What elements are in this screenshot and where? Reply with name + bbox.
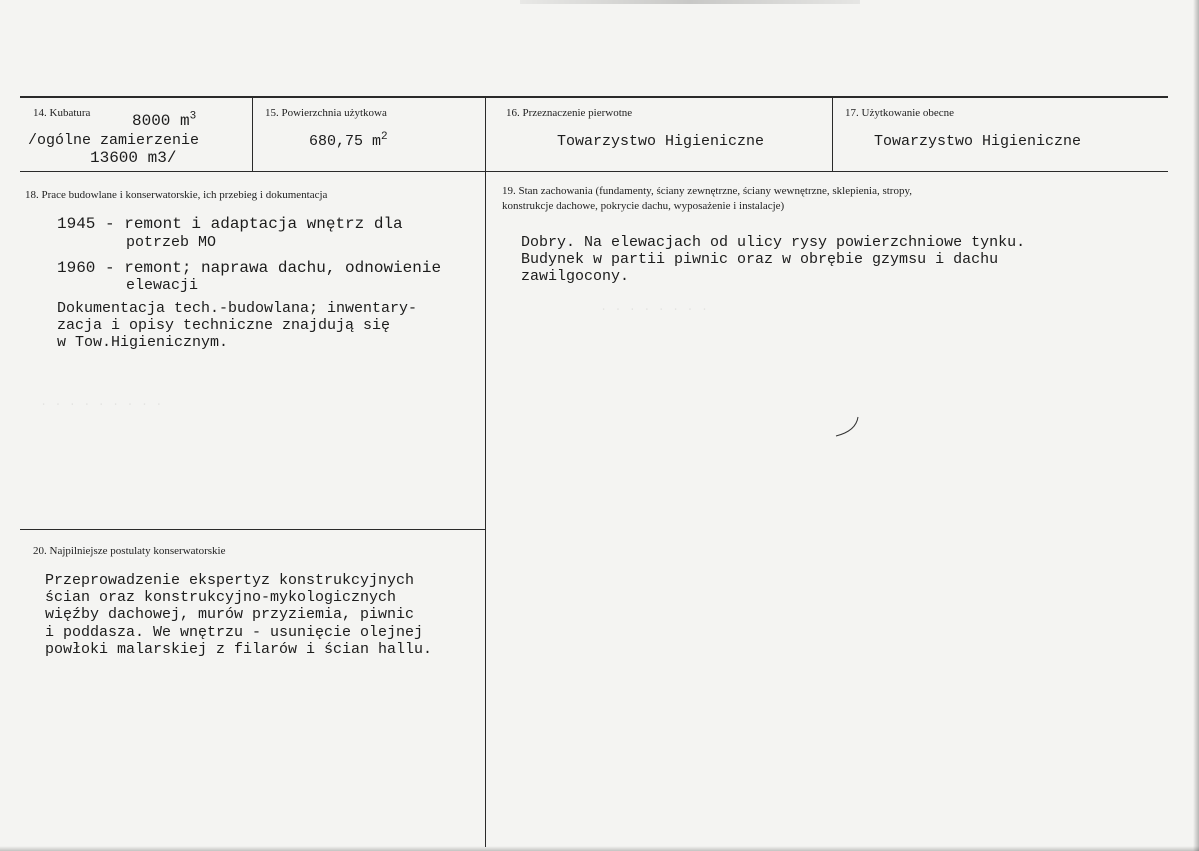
field-20-line5: powłoki malarskiej z filarów i ścian hallu.	[45, 641, 433, 658]
field-17-value: Towarzystwo Higieniczne	[874, 133, 1082, 150]
divider-main	[485, 97, 486, 847]
field-17-label: 17. Użytkowanie obecne	[845, 107, 955, 119]
field-19-label-line2: konstrukcje dachowe, pokrycie dachu, wyposażenie i instalacje)	[502, 200, 785, 212]
field-18-doc-line2: zacja i opisy techniczne znajdują się	[57, 317, 391, 334]
divider-14-15	[252, 97, 253, 172]
field-14-value-line1: 8000 $m^3$	[132, 110, 197, 130]
field-20-line1: Przeprowadzenie ekspertyz konstrukcyjnych	[45, 572, 415, 589]
field-20-line4: i poddasza. We wnętrzu - usunięcie olejnej	[45, 624, 424, 641]
field-18-doc-line1: Dokumentacja tech.-budowlana; inwentary-	[57, 300, 418, 317]
divider-16-17	[832, 97, 833, 172]
field-18-doc-line3: w Tow.Higienicznym.	[57, 334, 229, 351]
top-smudge	[520, 0, 860, 4]
pencil-mark	[832, 415, 862, 440]
rule-field20-top	[20, 529, 485, 530]
field-19-line3: zawilgocony.	[521, 268, 630, 285]
field-16-value: Towarzystwo Higieniczne	[557, 133, 765, 150]
field-15-label: 15. Powierzchnia użytkowa	[265, 107, 387, 119]
field-20-label: 20. Najpilniejsze postulaty konserwatorskie	[33, 545, 226, 557]
rule-row1-bottom	[20, 171, 1168, 172]
field-18-entry2-line1: 1960 - remont; naprawa dachu, odnowienie	[57, 259, 442, 277]
field-20-line3: więźby dachowej, murów przyziemia, piwnic	[45, 606, 415, 623]
scan-edge-bottom	[0, 846, 1199, 851]
scan-edge-right	[1193, 0, 1199, 851]
field-15-value: 680,75 $m^2$	[309, 131, 388, 150]
field-19-label-line1: 19. Stan zachowania (fundamenty, ściany zewnętrzne, ściany wewnętrzne, sklepienia, stropy,	[502, 185, 913, 197]
field-18-entry1-line2: potrzeb MO	[126, 234, 217, 251]
field-18-label: 18. Prace budowlane i konserwatorskie, ich przebieg i dokumentacja	[25, 189, 328, 201]
field-18-entry1-line1: 1945 - remont i adaptacja wnętrz dla	[57, 215, 403, 233]
field-18-entry2-line2: elewacji	[126, 277, 199, 294]
bleed-through-text: . . . . . . . . .	[40, 395, 163, 409]
field-19-line2: Budynek w partii piwnic oraz w obrębie gzymsu i dachu	[521, 251, 999, 268]
field-16-label: 16. Przeznaczenie pierwotne	[506, 107, 633, 119]
rule-top	[20, 96, 1168, 98]
field-14-value-line2: /ogólne zamierzenie	[28, 132, 200, 149]
field-14-value-line3: 13600 m3/	[90, 149, 177, 167]
bleed-through-text: . . . . . . . .	[600, 300, 709, 314]
field-19-line1: Dobry. Na elewacjach od ulicy rysy powierzchniowe tynku.	[521, 234, 1026, 251]
field-14-label: 14. Kubatura	[33, 107, 91, 119]
field-20-line2: ścian oraz konstrukcyjno-mykologicznych	[45, 589, 397, 606]
